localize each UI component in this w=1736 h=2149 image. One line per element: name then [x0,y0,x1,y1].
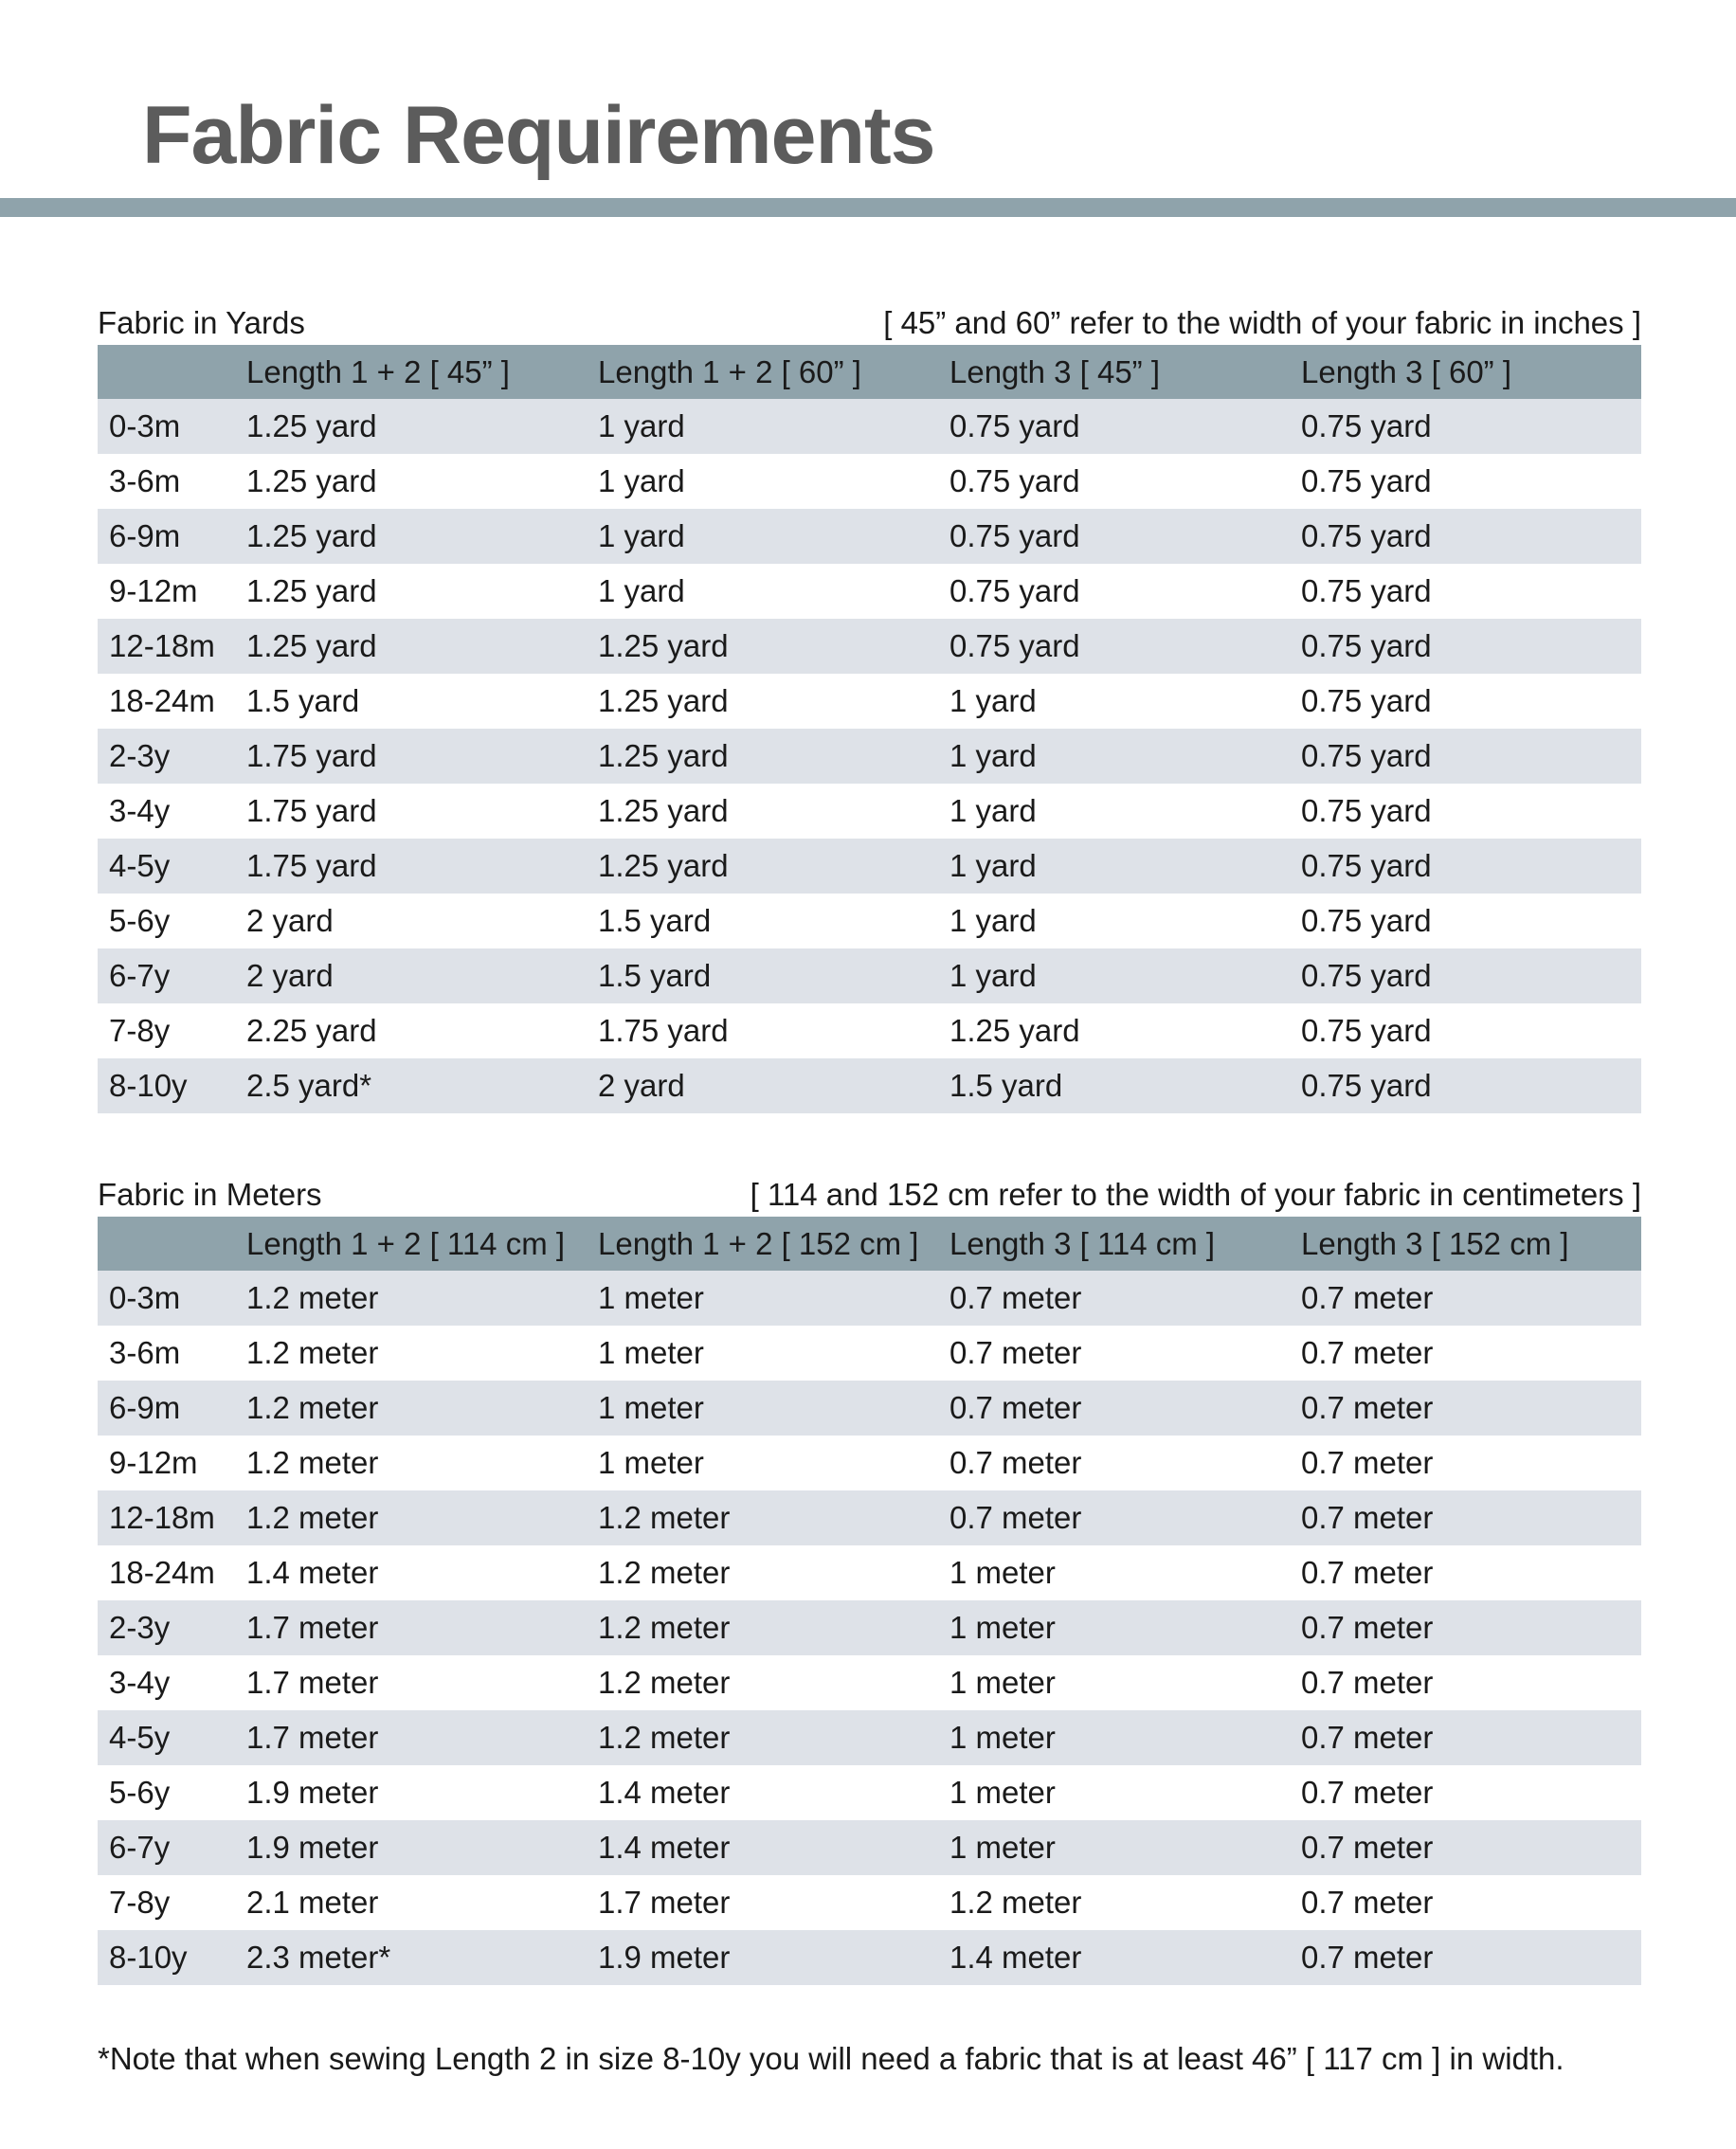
amount-cell: 1 yard [587,399,938,454]
amount-cell: 1.2 meter [587,1710,938,1765]
amount-cell: 1.5 yard [587,894,938,948]
amount-cell: 1 meter [938,1600,1290,1655]
amount-cell: 0.7 meter [1290,1545,1641,1600]
amount-cell: 0.7 meter [1290,1490,1641,1545]
size-cell: 18-24m [98,1545,235,1600]
amount-cell: 1.2 meter [235,1381,587,1436]
size-cell: 12-18m [98,1490,235,1545]
amount-cell: 1.7 meter [235,1655,587,1710]
amount-cell: 1 yard [938,674,1290,729]
amount-cell: 1.2 meter [235,1490,587,1545]
column-header: Length 1 + 2 [ 60” ] [587,345,938,399]
size-cell: 8-10y [98,1930,235,1985]
amount-cell: 0.7 meter [1290,1436,1641,1490]
amount-cell: 1.7 meter [587,1875,938,1930]
amount-cell: 0.75 yard [938,509,1290,564]
amount-cell: 1.9 meter [235,1820,587,1875]
column-header: Length 1 + 2 [ 152 cm ] [587,1217,938,1271]
table-row [98,1930,1641,1985]
amount-cell: 1 yard [938,948,1290,1003]
table-row [98,674,1641,729]
amount-cell: 1.75 yard [235,784,587,839]
amount-cell: 0.75 yard [1290,509,1641,564]
meters-section-header [98,1173,1641,1217]
table-row [98,454,1641,509]
meters-table [98,1217,1641,1985]
yards-width-note: [ 45” and 60” refer to the width of your fabric in inches ] [883,305,1641,340]
table-row [98,1271,1641,1326]
meters-section-label: Fabric in Meters [98,1177,322,1212]
amount-cell: 0.75 yard [1290,729,1641,784]
amount-cell: 2.5 yard* [235,1058,587,1113]
size-cell: 0-3m [98,399,235,454]
table-row [98,839,1641,894]
size-column-header [98,345,235,399]
size-cell: 8-10y [98,1058,235,1113]
size-cell: 6-9m [98,509,235,564]
amount-cell: 2 yard [235,894,587,948]
amount-cell: 0.75 yard [1290,1003,1641,1058]
size-cell: 3-4y [98,1655,235,1710]
amount-cell: 0.75 yard [938,564,1290,619]
amount-cell: 0.7 meter [1290,1655,1641,1710]
yards-section-header [98,301,1641,345]
size-column-header [98,1217,235,1271]
amount-cell: 2.25 yard [235,1003,587,1058]
table-row [98,1326,1641,1381]
size-cell: 2-3y [98,1600,235,1655]
table-row [98,784,1641,839]
title-divider [0,198,1736,217]
column-header: Length 1 + 2 [ 114 cm ] [235,1217,587,1271]
amount-cell: 0.7 meter [938,1490,1290,1545]
amount-cell: 1 meter [938,1545,1290,1600]
amount-cell: 1.7 meter [235,1710,587,1765]
amount-cell: 1 yard [587,454,938,509]
column-header: Length 3 [ 114 cm ] [938,1217,1290,1271]
column-header: Length 3 [ 60” ] [1290,345,1641,399]
table-row [98,894,1641,948]
column-header: Length 3 [ 45” ] [938,345,1290,399]
size-cell: 4-5y [98,1710,235,1765]
amount-cell: 1 meter [938,1820,1290,1875]
amount-cell: 0.75 yard [1290,948,1641,1003]
amount-cell: 0.75 yard [1290,674,1641,729]
amount-cell: 1 yard [587,564,938,619]
table-row [98,1820,1641,1875]
amount-cell: 1 yard [587,509,938,564]
amount-cell: 1.75 yard [587,1003,938,1058]
size-cell: 9-12m [98,1436,235,1490]
amount-cell: 0.7 meter [1290,1820,1641,1875]
amount-cell: 0.7 meter [1290,1930,1641,1985]
amount-cell: 1.4 meter [587,1765,938,1820]
table-header-row [98,1217,1641,1271]
amount-cell: 1.4 meter [235,1545,587,1600]
amount-cell: 0.75 yard [1290,784,1641,839]
footnote: *Note that when sewing Length 2 in size 8-10y you will need a fabric that is at least 46” [ 117 cm ] in width. [98,2041,1564,2076]
meters-width-note: [ 114 and 152 cm refer to the width of your fabric in centimeters ] [750,1177,1641,1212]
yards-section [98,301,1641,1113]
amount-cell: 1.2 meter [587,1655,938,1710]
table-row [98,564,1641,619]
amount-cell: 1 yard [938,784,1290,839]
amount-cell: 1.25 yard [587,729,938,784]
amount-cell: 0.75 yard [1290,839,1641,894]
amount-cell: 1.25 yard [235,564,587,619]
yards-table [98,345,1641,1113]
column-header: Length 3 [ 152 cm ] [1290,1217,1641,1271]
amount-cell: 0.7 meter [1290,1326,1641,1381]
table-row [98,1765,1641,1820]
size-cell: 9-12m [98,564,235,619]
table-row [98,948,1641,1003]
amount-cell: 1.2 meter [235,1436,587,1490]
size-cell: 7-8y [98,1003,235,1058]
amount-cell: 1.25 yard [938,1003,1290,1058]
amount-cell: 1.7 meter [235,1600,587,1655]
amount-cell: 0.75 yard [1290,454,1641,509]
amount-cell: 1.2 meter [235,1271,587,1326]
amount-cell: 0.7 meter [1290,1765,1641,1820]
table-row [98,1490,1641,1545]
table-row [98,1003,1641,1058]
table-row [98,1058,1641,1113]
amount-cell: 1.5 yard [938,1058,1290,1113]
amount-cell: 2.1 meter [235,1875,587,1930]
amount-cell: 0.7 meter [1290,1710,1641,1765]
page-title: Fabric Requirements [142,90,935,181]
table-row [98,1600,1641,1655]
amount-cell: 0.75 yard [938,454,1290,509]
amount-cell: 1.25 yard [587,674,938,729]
amount-cell: 1 meter [938,1710,1290,1765]
amount-cell: 1 meter [587,1381,938,1436]
amount-cell: 0.7 meter [938,1271,1290,1326]
amount-cell: 1.25 yard [235,454,587,509]
table-row [98,1436,1641,1490]
amount-cell: 1.9 meter [235,1765,587,1820]
size-cell: 5-6y [98,894,235,948]
size-cell: 0-3m [98,1271,235,1326]
amount-cell: 1.2 meter [587,1545,938,1600]
table-row [98,509,1641,564]
amount-cell: 0.75 yard [1290,619,1641,674]
size-cell: 3-6m [98,454,235,509]
amount-cell: 2 yard [587,1058,938,1113]
amount-cell: 0.7 meter [938,1326,1290,1381]
amount-cell: 1 yard [938,729,1290,784]
size-cell: 4-5y [98,839,235,894]
meters-section [98,1173,1641,1985]
amount-cell: 0.7 meter [1290,1271,1641,1326]
amount-cell: 1.25 yard [235,399,587,454]
amount-cell: 1.2 meter [587,1600,938,1655]
table-row [98,1381,1641,1436]
table-row [98,1710,1641,1765]
amount-cell: 2.3 meter* [235,1930,587,1985]
table-row [98,729,1641,784]
amount-cell: 0.7 meter [938,1436,1290,1490]
amount-cell: 0.7 meter [1290,1600,1641,1655]
amount-cell: 0.7 meter [1290,1381,1641,1436]
amount-cell: 1.25 yard [587,619,938,674]
amount-cell: 1 meter [587,1326,938,1381]
amount-cell: 0.75 yard [938,619,1290,674]
table-row [98,1875,1641,1930]
amount-cell: 1 meter [938,1655,1290,1710]
size-cell: 6-9m [98,1381,235,1436]
amount-cell: 0.7 meter [938,1381,1290,1436]
amount-cell: 1.75 yard [235,839,587,894]
amount-cell: 1.5 yard [235,674,587,729]
amount-cell: 1.2 meter [587,1490,938,1545]
amount-cell: 1.4 meter [587,1820,938,1875]
amount-cell: 0.7 meter [1290,1875,1641,1930]
amount-cell: 0.75 yard [938,399,1290,454]
amount-cell: 1.75 yard [235,729,587,784]
amount-cell: 1 meter [587,1271,938,1326]
table-header-row [98,345,1641,399]
amount-cell: 1.2 meter [235,1326,587,1381]
table-row [98,1545,1641,1600]
amount-cell: 1.9 meter [587,1930,938,1985]
amount-cell: 1.25 yard [587,784,938,839]
amount-cell: 0.75 yard [1290,1058,1641,1113]
size-cell: 18-24m [98,674,235,729]
amount-cell: 1 meter [938,1765,1290,1820]
amount-cell: 1.25 yard [587,839,938,894]
size-cell: 6-7y [98,1820,235,1875]
amount-cell: 1 meter [587,1436,938,1490]
amount-cell: 1.4 meter [938,1930,1290,1985]
size-cell: 7-8y [98,1875,235,1930]
amount-cell: 2 yard [235,948,587,1003]
size-cell: 5-6y [98,1765,235,1820]
table-row [98,399,1641,454]
size-cell: 3-4y [98,784,235,839]
table-row [98,1655,1641,1710]
size-cell: 3-6m [98,1326,235,1381]
amount-cell: 1 yard [938,894,1290,948]
amount-cell: 0.75 yard [1290,399,1641,454]
amount-cell: 1.25 yard [235,509,587,564]
amount-cell: 1.25 yard [235,619,587,674]
column-header: Length 1 + 2 [ 45” ] [235,345,587,399]
yards-section-label: Fabric in Yards [98,305,305,340]
table-row [98,619,1641,674]
amount-cell: 0.75 yard [1290,894,1641,948]
amount-cell: 1 yard [938,839,1290,894]
amount-cell: 1.2 meter [938,1875,1290,1930]
size-cell: 2-3y [98,729,235,784]
size-cell: 12-18m [98,619,235,674]
size-cell: 6-7y [98,948,235,1003]
amount-cell: 1.5 yard [587,948,938,1003]
amount-cell: 0.75 yard [1290,564,1641,619]
